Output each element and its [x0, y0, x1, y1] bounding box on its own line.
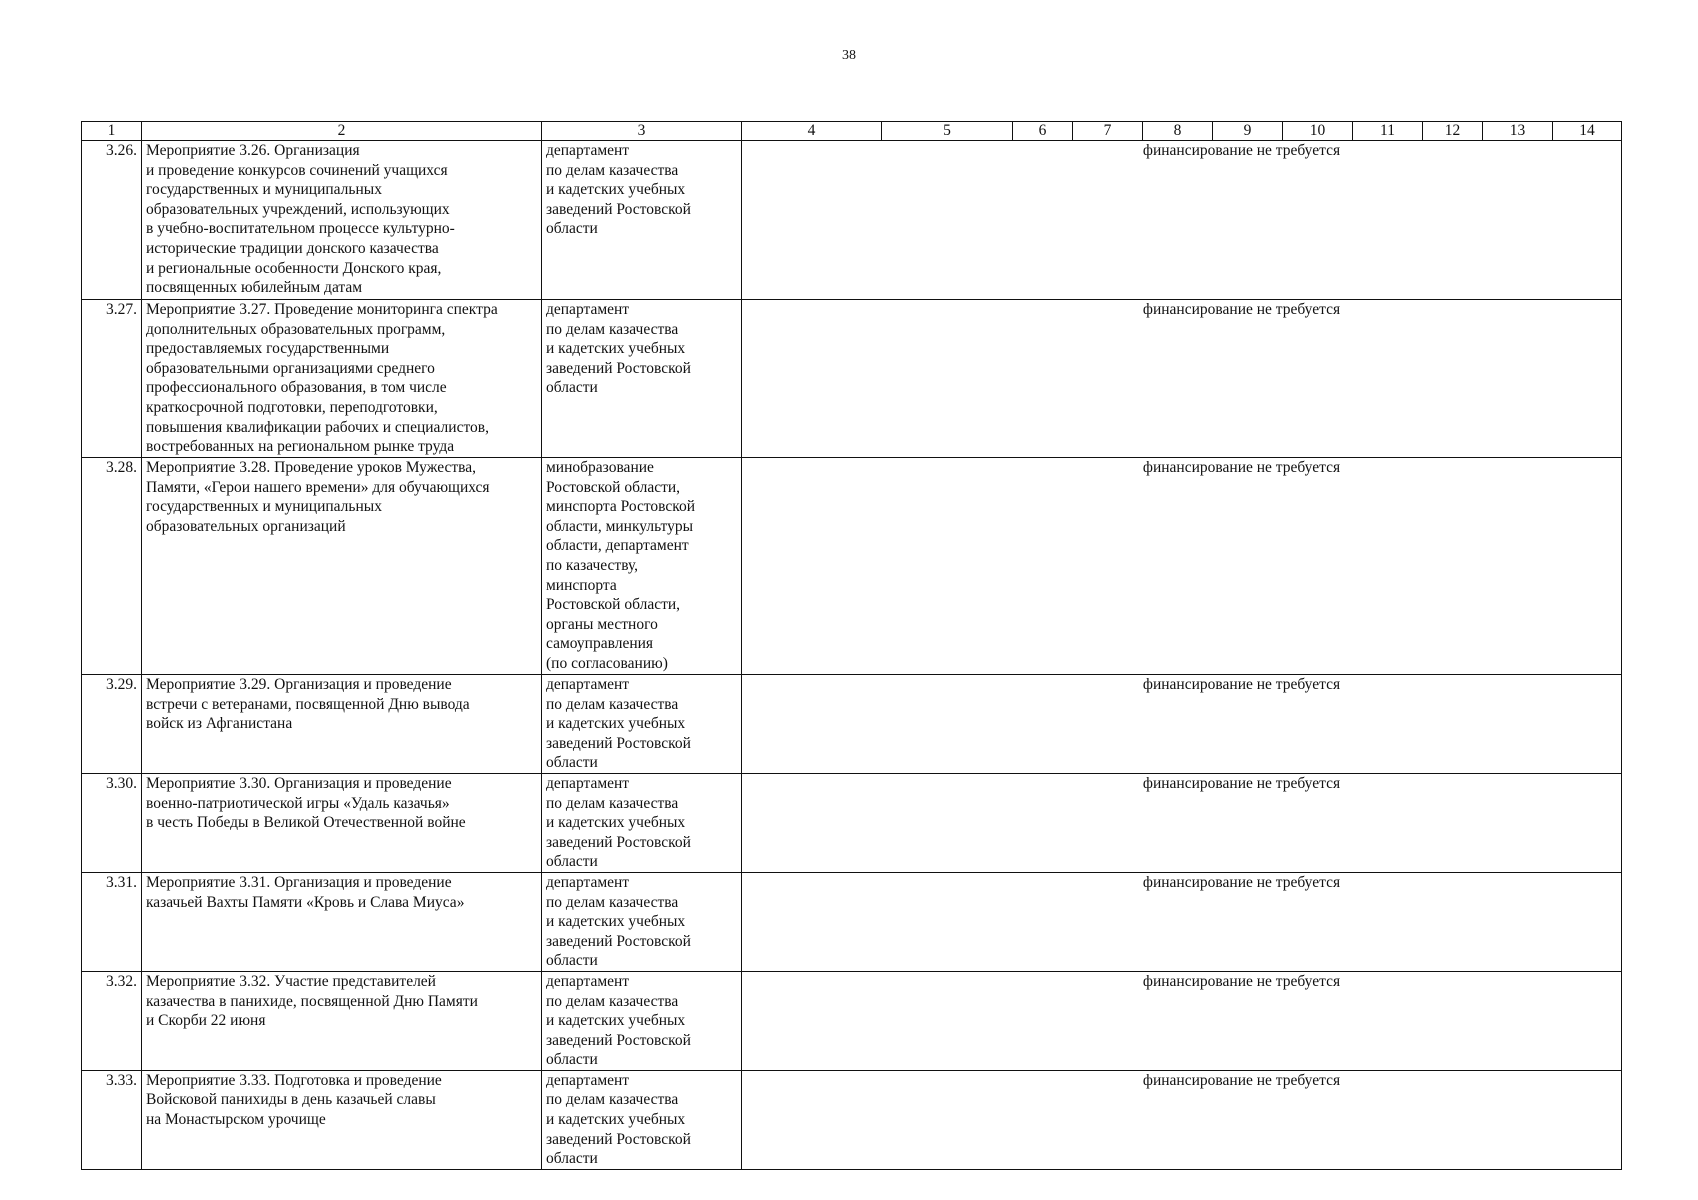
financing-cell: [742, 675, 1622, 774]
column-header: 6: [1013, 122, 1073, 141]
financing-note: финансирование не требуется: [1142, 676, 1341, 693]
financing-cell: [742, 300, 1622, 458]
activity-number: 3.31.: [82, 872, 142, 971]
activity-number: 3.26.: [82, 141, 142, 300]
activity-description: Мероприятие 3.33. Подготовка и проведение Войсковой панихиды в день казачьей славы на Монастырском урочище: [142, 1070, 542, 1169]
table-row: [82, 773, 1622, 872]
activity-number: 3.29.: [82, 675, 142, 774]
column-header: 5: [882, 122, 1013, 141]
activity-description: Мероприятие 3.27. Проведение мониторинга спектра дополнительных образовательных программ, предоставляемых государственными образовательными организациями среднего профессионального образования, в том числе краткосрочной подготовки, переподготовки, повышения квалификации рабочих и специалистов, востребованных на региональном рынке труда: [142, 300, 542, 458]
responsible-executor: департамент по делам казачества и кадетских учебных заведений Ростовской области: [542, 1070, 742, 1169]
activity-description: Мероприятие 3.26. Организация и проведение конкурсов сочинений учащихся государственных и муниципальных образовательных учреждений, использующих в учебно-воспитательном процессе культурно- исторические традиции донского казачества и региональные особенности Донского края, посвященных юбилейным датам: [142, 141, 542, 300]
financing-note: финансирование не требуется: [1142, 873, 1341, 891]
responsible-executor: департамент по делам казачества и кадетских учебных заведений Ростовской области: [542, 773, 742, 872]
page-number: 38: [842, 48, 856, 63]
column-header: 12: [1423, 122, 1483, 141]
activity-number: 3.27.: [82, 300, 142, 458]
column-header: 1: [82, 122, 142, 141]
column-header: 9: [1213, 122, 1283, 141]
responsible-executor: департамент по делам казачества и кадетских учебных заведений Ростовской области: [542, 872, 742, 971]
column-header: 11: [1353, 122, 1423, 141]
column-number-row: [82, 122, 1622, 141]
table-row: [82, 141, 1622, 300]
responsible-executor: департамент по делам казачества и кадетских учебных заведений Ростовской области: [542, 675, 742, 774]
financing-cell: [742, 971, 1622, 1070]
activity-description: Мероприятие 3.28. Проведение уроков Мужества, Памяти, «Герои нашего времени» для обучающихся государственных и муниципальных образовательных организаций: [142, 458, 542, 675]
table-row: [82, 872, 1622, 971]
financing-cell: [742, 458, 1622, 675]
table-row: [82, 458, 1622, 675]
financing-note: финансирование не требуется: [1142, 774, 1341, 792]
table-row: [82, 675, 1622, 774]
column-header: 10: [1283, 122, 1353, 141]
financing-note: финансирование не требуется: [1142, 459, 1341, 476]
column-header: 7: [1073, 122, 1143, 141]
column-header: 8: [1143, 122, 1213, 141]
activity-description: Мероприятие 3.30. Организация и проведение военно-патриотической игры «Удаль казачья» в честь Победы в Великой Отечественной войне: [142, 773, 542, 872]
responsible-executor: департамент по делам казачества и кадетских учебных заведений Ростовской области: [542, 300, 742, 458]
activity-number: 3.30.: [82, 773, 142, 872]
table-row: [82, 971, 1622, 1070]
financing-cell: [742, 773, 1622, 872]
financing-note: финансирование не требуется: [1142, 301, 1341, 318]
activity-number: 3.33.: [82, 1070, 142, 1169]
column-header: 2: [142, 122, 542, 141]
table-row: [82, 1070, 1622, 1169]
financing-cell: [742, 872, 1622, 971]
program-activities-table: [81, 121, 1622, 1170]
financing-note: финансирование не требуется: [1142, 1071, 1341, 1089]
activity-description: Мероприятие 3.31. Организация и проведение казачьей Вахты Памяти «Кровь и Слава Миуса»: [142, 872, 542, 971]
activity-number: 3.32.: [82, 971, 142, 1070]
column-header: 3: [542, 122, 742, 141]
activity-description: Мероприятие 3.29. Организация и проведение встречи с ветеранами, посвященной Дню вывода войск из Афганистана: [142, 675, 542, 774]
column-header: 13: [1483, 122, 1553, 141]
responsible-executor: минобразование Ростовской области, минспорта Ростовской области, минкультуры области, департамент по казачеству, минспорта Ростовской области, органы местного самоуправления (по согласованию): [542, 458, 742, 675]
activity-description: Мероприятие 3.32. Участие представителей казачества в панихиде, посвященной Дню Памяти и Скорби 22 июня: [142, 971, 542, 1070]
responsible-executor: департамент по делам казачества и кадетских учебных заведений Ростовской области: [542, 141, 742, 300]
table-row: [82, 300, 1622, 458]
financing-cell: [742, 141, 1622, 300]
activity-number: 3.28.: [82, 458, 142, 675]
column-header: 4: [742, 122, 882, 141]
responsible-executor: департамент по делам казачества и кадетских учебных заведений Ростовской области: [542, 971, 742, 1070]
financing-note: финансирование не требуется: [1142, 142, 1341, 159]
financing-cell: [742, 1070, 1622, 1169]
financing-note: финансирование не требуется: [1142, 972, 1341, 990]
column-header: 14: [1553, 122, 1622, 141]
